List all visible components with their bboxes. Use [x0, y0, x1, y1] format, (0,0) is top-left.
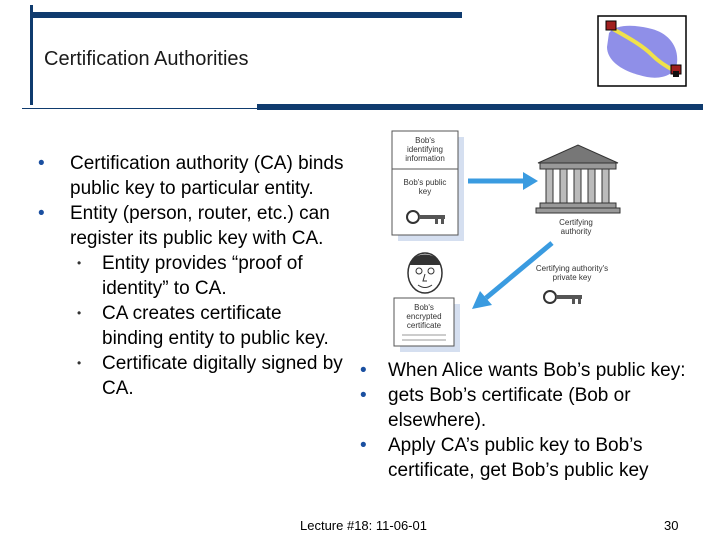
doc1-line3: information	[405, 154, 445, 163]
sub-bullet-text: Certificate digitally signed by CA.	[102, 353, 343, 399]
ca-key-label-line1: Certifying authority's	[535, 264, 609, 273]
bob-encrypted-certificate-document	[394, 298, 460, 352]
right-bullet-text: Apply CA’s public key to Bob’s certificate, get Bob’s public key	[388, 435, 649, 481]
ca-label-line2: authority	[560, 227, 592, 236]
ca-private-key-icon	[544, 291, 582, 304]
doc2-line3: certificate	[406, 321, 442, 330]
right-bullet-item	[360, 358, 700, 383]
title-underline-bar	[257, 104, 703, 110]
left-vertical-line	[30, 5, 33, 105]
doc1-line5: key	[418, 187, 432, 196]
doc2-line1: Bob's	[414, 303, 434, 312]
certifying-authority-building-icon	[536, 145, 620, 213]
bullet-text: Entity (person, router, etc.) can register its public key with CA.	[70, 203, 330, 249]
bullet-dot-icon: •	[38, 153, 45, 174]
bullet-dot-icon: •	[38, 203, 45, 224]
ca-key-label-line2: private key	[552, 273, 592, 282]
sub-bullet-text: Entity provides “proof of identity” to CA.	[102, 253, 303, 299]
right-bullet-list	[360, 358, 700, 483]
arrow-down-left-icon	[472, 243, 552, 309]
doc1-line1: Bob's	[415, 136, 435, 145]
sub-bullet-item	[38, 351, 348, 401]
doc1-line2: identifying	[406, 145, 444, 154]
top-bar	[30, 12, 462, 18]
bob-identity-document	[392, 131, 464, 241]
bullet-dot-icon: •	[360, 435, 367, 456]
bullet-text: Certification authority (CA) binds public key to particular entity.	[70, 153, 344, 199]
bob-person-icon	[408, 253, 442, 293]
bullet-dot-icon: •	[360, 360, 367, 381]
sub-bullet-item	[38, 301, 348, 351]
right-bullet-item	[360, 433, 700, 483]
sub-bullet-dot-icon: •	[77, 356, 82, 370]
footer-lecture-label: Lecture #18: 11-06-01	[300, 518, 427, 533]
sub-bullet-dot-icon: •	[77, 306, 82, 320]
logo-icon	[597, 15, 687, 87]
certification-diagram	[380, 125, 710, 355]
bullet-item	[38, 151, 348, 201]
sub-bullet-text: CA creates certificate binding entity to public key.	[102, 303, 329, 349]
doc2-line2: encrypted	[406, 312, 442, 321]
sub-bullet-dot-icon: •	[77, 256, 82, 270]
doc1-line4: Bob's public	[403, 178, 447, 187]
bullet-item	[38, 201, 348, 251]
ca-label-line1: Certifying	[559, 218, 593, 227]
slide-title: Certification Authorities	[44, 48, 249, 70]
bullet-dot-icon: •	[360, 385, 367, 406]
right-bullet-item	[360, 383, 700, 433]
right-bullet-text: gets Bob’s certificate (Bob or elsewhere).	[388, 385, 631, 431]
sub-bullet-item	[38, 251, 348, 301]
right-bullet-text: When Alice wants Bob’s public key:	[388, 360, 686, 381]
main-bullet-list	[38, 151, 348, 401]
title-thin-line	[22, 108, 702, 109]
page-number: 30	[664, 518, 679, 533]
arrow-right-icon	[468, 172, 538, 190]
